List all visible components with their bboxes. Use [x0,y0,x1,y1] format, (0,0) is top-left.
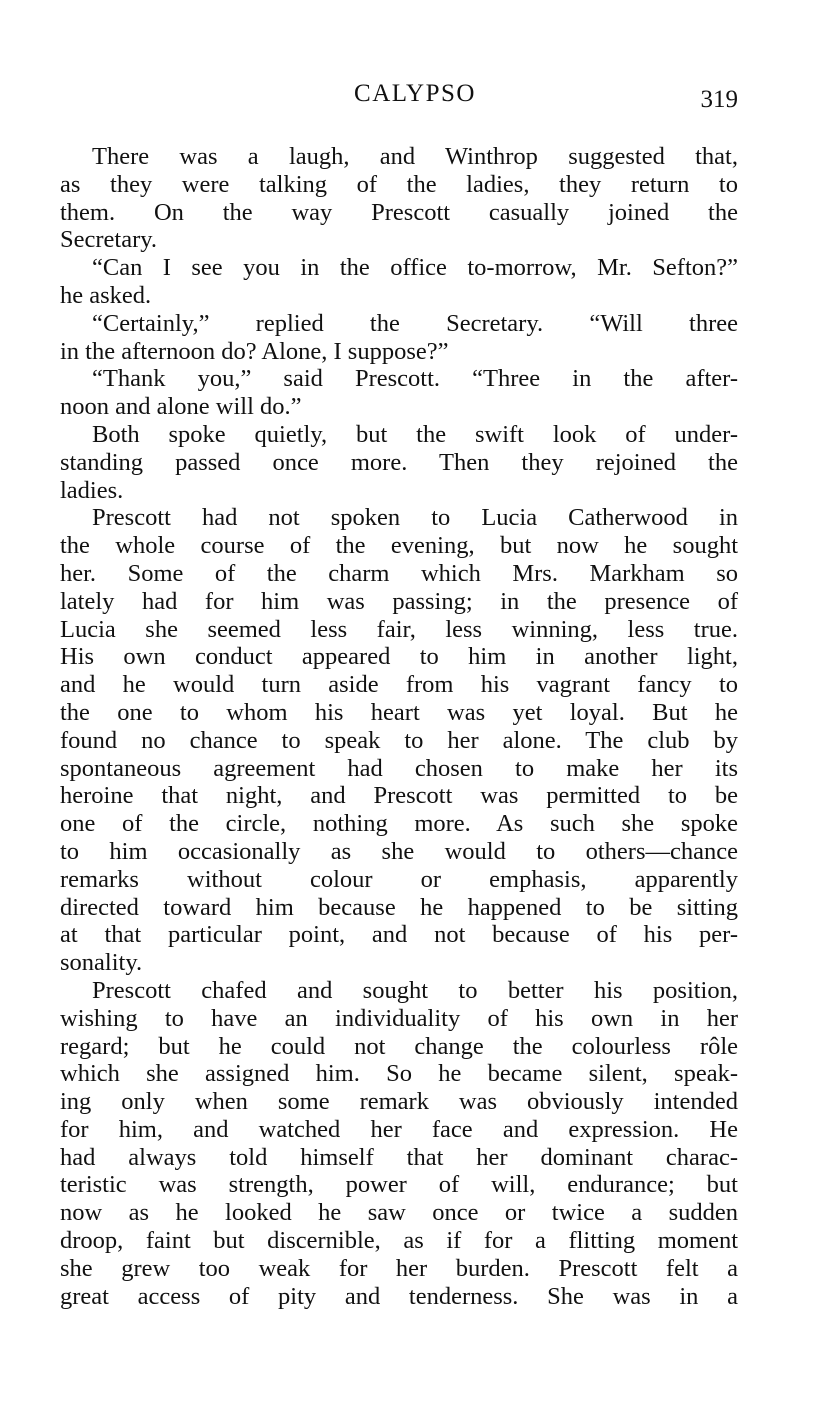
paragraph [60,254,738,310]
body-text [60,143,738,1310]
text-line: remarks without colour or emphasis, apparently [60,865,738,893]
text-line: ladies. [60,476,124,504]
chapter-title: CALYPSO [354,80,476,107]
text-line: Prescott chafed and sought to better his position, [92,976,738,1004]
text-line: lately had for him was passing; in the presence of [60,587,738,615]
text-line: Prescott had not spoken to Lucia Catherwood in [92,504,738,532]
text-line: found no chance to speak to her alone. The club by [60,726,738,754]
text-line: the whole course of the evening, but now he sought [60,532,738,560]
text-line: Both spoke quietly, but the swift look of under- [92,420,738,448]
text-line: heroine that night, and Prescott was permitted to be [60,782,738,810]
text-line: “Thank you,” said Prescott. “Three in the after- [92,365,738,393]
text-line: them. On the way Prescott casually joined the [60,198,738,226]
paragraph [60,421,738,504]
text-line: teristic was strength, power of will, endurance; but [60,1171,738,1199]
text-line: one of the circle, nothing more. As such she spoke [60,810,738,838]
text-line: she grew too weak for her burden. Prescott felt a [60,1254,738,1282]
paragraph [60,977,738,1311]
text-line: great access of pity and tenderness. She was in a [60,1282,738,1310]
text-line: he asked. [60,281,152,309]
text-line: had always told himself that her dominant charac- [60,1143,738,1171]
text-line: now as he looked he saw once or twice a sudden [60,1199,738,1227]
text-line: regard; but he could not change the colourless rôle [60,1032,738,1060]
paragraph [60,504,738,977]
text-line: Secretary. [60,226,158,254]
text-line: “Can I see you in the office to-morrow, Mr. Sefton?” [92,254,738,282]
text-line: as they were talking of the ladies, they return to [60,170,738,198]
text-line: spontaneous agreement had chosen to make her its [60,754,738,782]
text-line: standing passed once more. Then they rejoined the [60,448,738,476]
page-number: 319 [700,86,738,113]
text-line: ing only when some remark was obviously intended [60,1088,738,1116]
text-line: which she assigned him. So he became silent, speak- [60,1060,738,1088]
paragraph [60,310,738,366]
text-line: wishing to have an individuality of his own in her [60,1004,738,1032]
text-line: and he would turn aside from his vagrant fancy to [60,671,738,699]
text-line: sonality. [60,949,143,977]
text-line: to him occasionally as she would to others—chance [60,837,738,865]
paragraph [60,365,738,421]
text-line: at that particular point, and not because of his per- [60,921,738,949]
text-line: in the afternoon do? Alone, I suppose?” [60,337,449,365]
text-line: There was a laugh, and Winthrop suggested that, [92,143,738,170]
running-head [0,80,830,116]
text-line: Lucia she seemed less fair, less winning, less true. [60,615,738,643]
text-line: “Certainly,” replied the Secretary. “Will three [92,309,738,337]
text-line: her. Some of the charm which Mrs. Markham so [60,559,738,587]
text-line: noon and alone will do.” [60,393,302,421]
text-line: His own conduct appeared to him in another light, [60,643,738,671]
text-line: the one to whom his heart was yet loyal. But he [60,698,738,726]
text-line: for him, and watched her face and expression. He [60,1115,738,1143]
paragraph [60,143,738,254]
text-line: directed toward him because he happened to be sitting [60,893,738,921]
text-line: droop, faint but discernible, as if for a flitting moment [60,1227,738,1255]
